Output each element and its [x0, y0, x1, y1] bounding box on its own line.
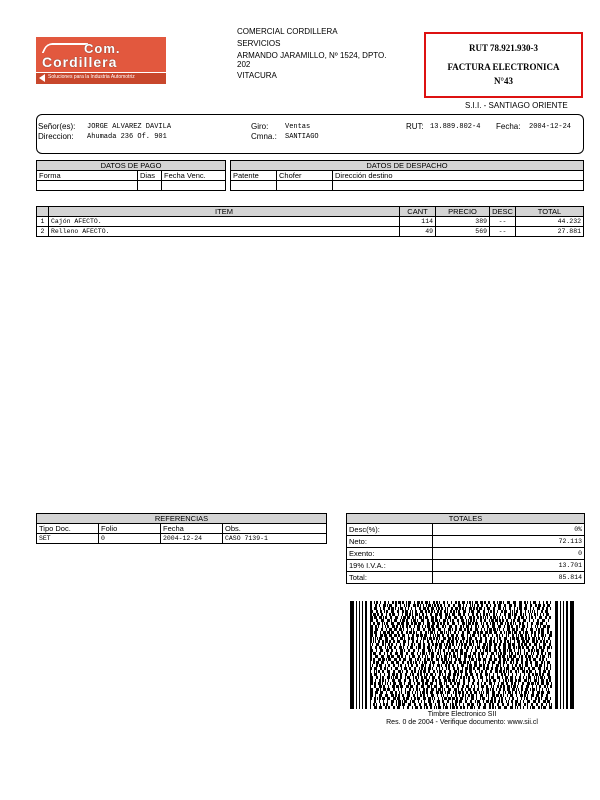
- logo-swoosh-icon: [42, 43, 89, 53]
- references-table: [36, 513, 327, 544]
- table-row: [37, 534, 327, 544]
- dispatch-col-chofer: Chofer: [277, 171, 333, 181]
- table-row: [347, 536, 585, 548]
- client-rut-label: RUT:: [406, 122, 424, 131]
- payment-table: [36, 160, 226, 191]
- totals-table: [346, 513, 585, 584]
- logo-line2: Cordillera: [42, 54, 118, 70]
- item-index: 1: [37, 217, 49, 227]
- totals-label: Total:: [347, 572, 433, 584]
- client-address-label: Direccion:: [38, 132, 74, 141]
- items-header-index: [37, 207, 49, 217]
- totals-value: 0%: [433, 524, 585, 536]
- reference-obs: CASO 7139-1: [223, 534, 327, 544]
- company-name: COMERCIAL CORDILLERA: [237, 27, 338, 36]
- items-table: [36, 206, 584, 237]
- totals-title: TOTALES: [347, 514, 585, 524]
- logo-tagline: Soluciones para la Industria Automotriz: [48, 74, 135, 80]
- reference-folio: 0: [99, 534, 161, 544]
- sii-office: S.I.I. - SANTIAGO ORIENTE: [465, 101, 568, 110]
- item-description: Relleno AFECTO.: [49, 227, 400, 237]
- item-description: Cajón AFECTO.: [49, 217, 400, 227]
- document-rut: RUT 78.921.930-3: [468, 43, 539, 53]
- client-name: JORGE ALVAREZ DAVILA: [87, 123, 172, 131]
- references-title: REFERENCIAS: [37, 514, 327, 524]
- items-header-cant: CANT: [400, 207, 436, 217]
- references-col-fecha: Fecha: [161, 524, 223, 534]
- table-row: [347, 572, 585, 584]
- client-rut: 13.889.802-4: [430, 123, 481, 131]
- item-price: 569: [436, 227, 490, 237]
- items-header-desc: DESC: [490, 207, 516, 217]
- timbre-barcode-icon: [350, 601, 574, 709]
- payment-title: DATOS DE PAGO: [37, 161, 226, 171]
- dispatch-table: [230, 160, 584, 191]
- totals-value: 72.113: [433, 536, 585, 548]
- client-giro: Ventas: [285, 123, 311, 131]
- item-total: 44.232: [516, 217, 584, 227]
- company-commune: VITACURA: [237, 71, 277, 80]
- client-commune: SANTIAGO: [285, 133, 319, 141]
- client-box: [36, 114, 584, 154]
- dispatch-col-patente: Patente: [231, 171, 277, 181]
- table-row: [37, 227, 584, 237]
- payment-cell: [138, 181, 162, 191]
- payment-col-dias: Dias: [138, 171, 162, 181]
- reference-tipo: SET: [37, 534, 99, 544]
- item-qty: 114: [400, 217, 436, 227]
- logo-line1: Com.: [84, 41, 121, 56]
- totals-label: Exento:: [347, 548, 433, 560]
- totals-value: 13.701: [433, 560, 585, 572]
- table-row: [37, 217, 584, 227]
- client-name-label: Señor(es):: [38, 122, 76, 131]
- document-id-box: [424, 32, 583, 98]
- payment-cell: [37, 181, 138, 191]
- table-row: [347, 548, 585, 560]
- totals-value: 85.814: [433, 572, 585, 584]
- client-date-label: Fecha:: [496, 122, 521, 131]
- stamp-resolution: Res. 0 de 2004 - Verifique documento: www.sii.cl: [386, 719, 538, 726]
- totals-label: Neto:: [347, 536, 433, 548]
- dispatch-title: DATOS DE DESPACHO: [231, 161, 584, 171]
- payment-col-forma: Forma: [37, 171, 138, 181]
- table-row: [347, 524, 585, 536]
- company-address: ARMANDO JARAMILLO, Nº 1524, DPTO. 202: [237, 51, 387, 69]
- totals-label: Desc(%):: [347, 524, 433, 536]
- totals-label: 19% I.V.A.:: [347, 560, 433, 572]
- document-number: N°43: [493, 76, 514, 86]
- references-col-folio: Folio: [99, 524, 161, 534]
- document-type: FACTURA ELECTRONICA: [447, 62, 560, 72]
- item-total: 27.881: [516, 227, 584, 237]
- company-giro: SERVICIOS: [237, 39, 281, 48]
- payment-cell: [162, 181, 226, 191]
- dispatch-cell: [231, 181, 277, 191]
- client-giro-label: Giro:: [251, 122, 269, 131]
- dispatch-cell: [333, 181, 584, 191]
- logo-arrow-icon: [39, 74, 45, 82]
- item-qty: 49: [400, 227, 436, 237]
- totals-value: 0: [433, 548, 585, 560]
- item-discount: --: [490, 227, 516, 237]
- client-commune-label: Cmna.:: [251, 132, 277, 141]
- stamp-caption: Timbre Electronico SII: [427, 711, 497, 718]
- references-col-tipo: Tipo Doc.: [37, 524, 99, 534]
- items-header-total: TOTAL: [516, 207, 584, 217]
- dispatch-col-destino: Dirección destino: [333, 171, 584, 181]
- references-col-obs: Obs.: [223, 524, 327, 534]
- items-header-precio: PRECIO: [436, 207, 490, 217]
- item-index: 2: [37, 227, 49, 237]
- item-price: 389: [436, 217, 490, 227]
- client-date: 2004-12-24: [529, 123, 572, 131]
- items-header-item: ITEM: [49, 207, 400, 217]
- client-address: Ahumada 236 Of. 901: [87, 133, 167, 141]
- reference-fecha: 2004-12-24: [161, 534, 223, 544]
- item-discount: --: [490, 217, 516, 227]
- dispatch-cell: [277, 181, 333, 191]
- table-row: [347, 560, 585, 572]
- company-logo: [36, 37, 166, 84]
- payment-col-venc: Fecha Venc.: [162, 171, 226, 181]
